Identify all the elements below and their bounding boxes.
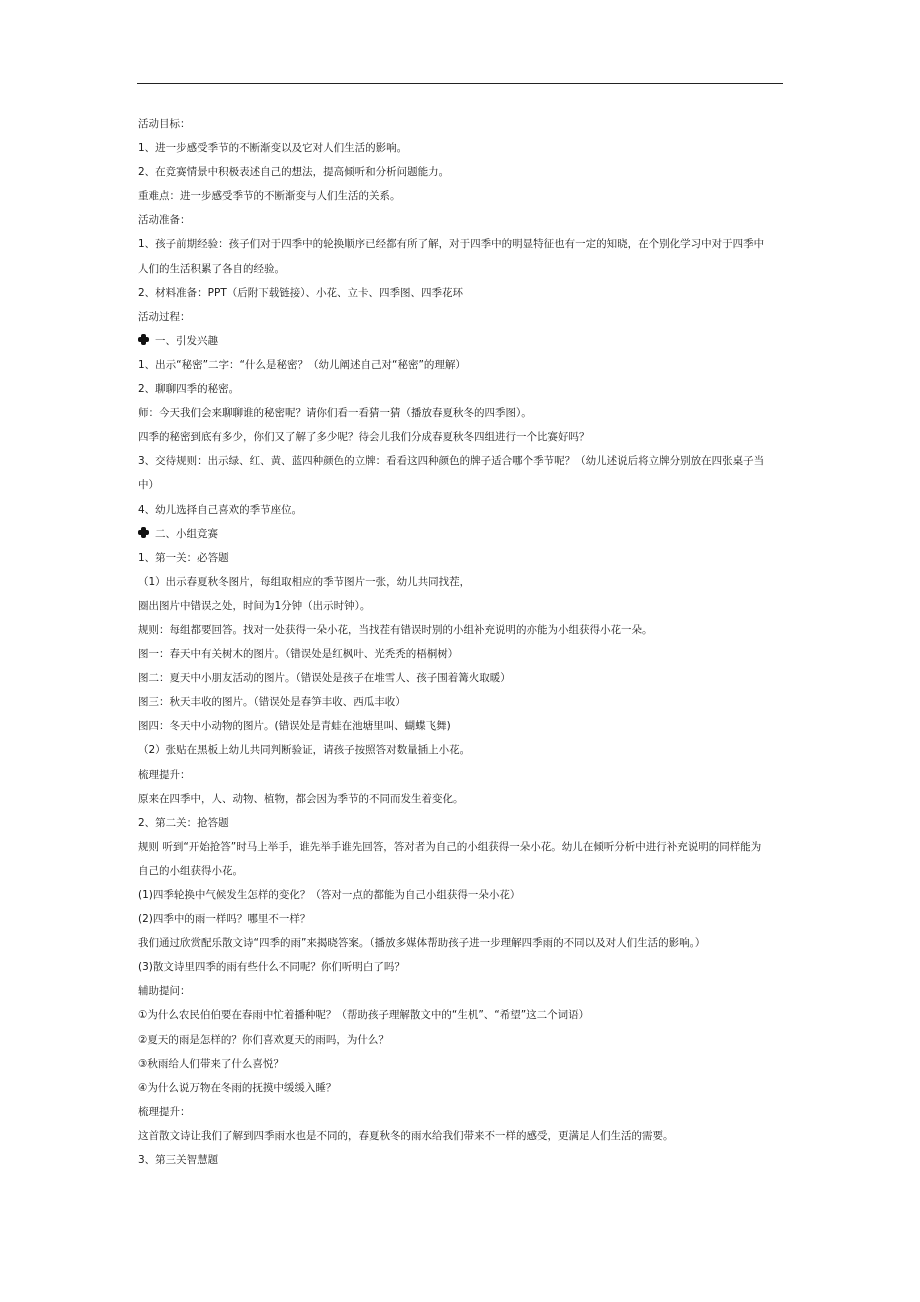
text-line: 图四：冬天中小动物的图片。(错误处是青蛙在池塘里叫、蝴蝶飞舞) [138,720,451,733]
text-line: 梳理提升： [138,1105,191,1118]
text-line: ②夏天的雨是怎样的？你们喜欢夏天的雨吗，为什么？ [138,1033,389,1046]
section-heading-text: 二、小组竞赛 [155,527,218,540]
text-line: 圈出图片中错误之处，时间为1分钟（出示时钟）。 [138,599,371,612]
section-heading [138,522,788,546]
text-line: 这首散文诗让我们了解到四季雨水也是不同的，春夏秋冬的雨水给我们带来不一样的感受，更满足人们生活的需要。 [138,1129,674,1142]
text-line: 2、聊聊四季的秘密。 [138,383,240,396]
text-line: （1）出示春夏秋冬图片，每组取相应的季节图片一张，幼儿共同找茬， [138,575,471,588]
text-line: （2）张贴在黑板上幼儿共同判断验证，请孩子按照答对数量插上小花。 [138,744,471,757]
text-line: 2、在竞赛情景中积极表述自己的想法，提高倾听和分析问题能力。 [138,166,450,179]
text-line: 4、幼儿选择自己喜欢的季节座位。 [138,503,303,516]
text-line: 图一：春天中有关树木的图片。（错误处是红枫叶、光秃秃的梧桐树） [138,648,459,661]
text-line: 图三：秋天丰收的图片。（错误处是春笋丰收、西瓜丰收） [138,696,406,709]
text-line: ①为什么农民伯伯要在春雨中忙着播种呢？（帮助孩子理解散文中的“生机”、“希望”这二个词语） [138,1009,590,1022]
text-line: (3)散文诗里四季的雨有些什么不同呢？你们听明白了吗？ [138,961,405,974]
section-heading-text: 一、引发兴趣 [155,334,218,347]
text-line: 活动准备： [138,214,191,227]
text-line: 原来在四季中，人、动物、植物，都会因为季节的不同而发生着变化。 [138,792,464,805]
text-line: 3、交待规则：出示绿、红、黄、蓝四种颜色的立牌：看看这四种颜色的牌子适合哪个季节呢？（幼儿述说后将立牌分别放在四张桌子当 [138,455,765,468]
document-body [138,112,788,1172]
text-line: 自己的小组获得小花。 [138,864,243,877]
text-line: 活动目标： [138,118,191,130]
text-line: 1、孩子前期经验：孩子们对于四季中的轮换顺序已经都有所了解，对于四季中的明显特征也有一定的知晓，在个别化学习中对于四季中 [138,238,765,251]
text-line: 2、第二关：抢答题 [138,816,229,829]
clover-bullet-icon [138,334,149,345]
text-line: 人们的生活积累了各自的经验。 [138,262,285,275]
text-line: ③秋雨给人们带来了什么喜悦？ [138,1057,284,1070]
text-line: 图二：夏天中小朋友活动的图片。（错误处是孩子在堆雪人、孩子围着篝火取暖） [138,672,511,685]
section-heading [138,329,788,353]
text-line: ④为什么说万物在冬雨的抚摸中缓缓入睡？ [138,1081,337,1094]
clover-bullet-icon [138,527,149,538]
text-line: (2)四季中的雨一样吗？哪里不一样？ [138,913,311,926]
text-line: 1、进一步感受季节的不断渐变以及它对人们生活的影响。 [138,142,408,155]
header-rule [137,83,783,84]
text-line: 2、材料准备：PPT（后附下载链接）、小花、立卡、四季图、四季花环 [138,286,464,299]
text-line: 我们通过欣赏配乐散文诗“四季的雨”来揭晓答案。（播放多媒体帮助孩子进一步理解四季雨的不同以及对人们生活的影响。） [138,937,706,950]
text-line: (1)四季轮换中气候发生怎样的变化？（答对一点的都能为自己小组获得一朵小花） [138,889,521,901]
text-line: 3、第三关智慧题 [138,1154,219,1167]
text-line: 师：今天我们会来聊聊谁的秘密呢？请你们看一看猜一猜（播放春夏秋冬的四季图）。 [138,407,532,420]
text-line: 梳理提升： [138,768,191,781]
text-line: 中） [138,479,159,492]
text-line: 活动过程： [138,310,191,323]
text-line: 四季的秘密到底有多少，你们又了解了多少呢？待会儿我们分成春夏秋冬四组进行一个比赛好吗？ [138,431,590,444]
text-line: 重难点：进一步感受季节的不断渐变与人们生活的关系。 [138,190,401,203]
text-line: 规则：每组都要回答。找对一处获得一朵小花，当找茬有错误时别的小组补充说明的亦能为小组获得小花一朵。 [138,623,653,636]
text-line: 辅助提问： [138,985,191,998]
text-line: 1、第一关：必答题 [138,551,229,564]
text-line: 1、出示“秘密”二字：“什么是秘密？（幼儿阐述自己对“秘密”的理解） [138,358,466,371]
text-line: 规则 听到“开始抢答”时马上举手，谁先举手谁先回答，答对者为自己的小组获得一朵小花。幼儿在倾听分析中进行补充说明的同样能为 [138,840,762,853]
